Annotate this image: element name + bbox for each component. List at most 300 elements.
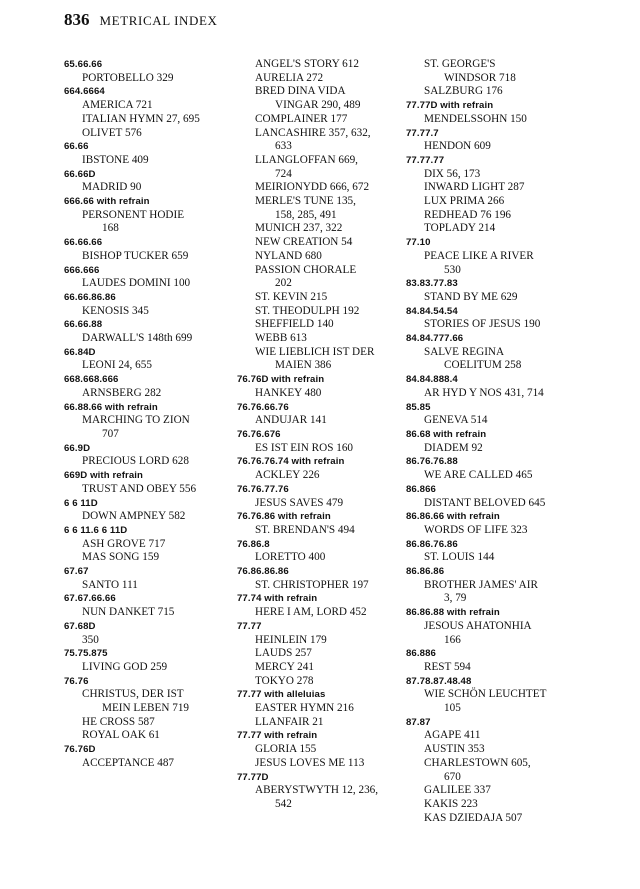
meter-heading: 65.66.66 [64, 59, 103, 70]
tune-name: CHARLESTOWN 605, [424, 756, 531, 769]
meter-entry [64, 469, 240, 496]
meter-heading: 76.76.77.76 [237, 483, 289, 495]
tune-continuation: 542 [275, 797, 292, 810]
tune-entry [237, 743, 413, 757]
tune-name: ARNSBERG 282 [82, 386, 162, 399]
tune-entry [237, 113, 413, 127]
tune-entry [237, 647, 413, 661]
tune-name: ST. KEVIN 215 [255, 290, 328, 303]
tune-name: NYLAND 680 [255, 249, 322, 262]
tune-name: MADRID 90 [82, 181, 142, 194]
tune-name: DIX 56, 173 [424, 167, 481, 180]
tune-entry [406, 798, 582, 812]
meter-entry [237, 510, 413, 537]
meter-heading: 84.84.888.4 [406, 374, 458, 386]
tune-name: EASTER HYMN 216 [255, 702, 354, 715]
tune-name: MENDELSSOHN 150 [424, 112, 527, 125]
tune-entry [406, 346, 582, 373]
tune-entry [237, 497, 413, 511]
tune-name: PORTOBELLO 329 [82, 71, 174, 84]
tune-entry [237, 387, 413, 401]
tune-name: CHRISTUS, DER IST [82, 688, 184, 701]
tune-entry [237, 661, 413, 675]
tune-name: LIVING GOD 259 [82, 660, 168, 673]
meter-heading: 77.77 [237, 620, 262, 632]
tune-entry [64, 72, 240, 86]
tune-entry [64, 154, 240, 168]
tune-continuation: MAIEN 386 [275, 359, 332, 372]
tune-entry [237, 85, 413, 112]
tune-entry [406, 250, 582, 277]
tune-name: GALILEE 337 [424, 784, 491, 797]
meter-heading: 666.666 [64, 264, 100, 276]
tune-entry [237, 195, 413, 222]
tune-entry [237, 154, 413, 181]
tune-entry [406, 579, 582, 606]
meter-heading: 86.886 [406, 648, 436, 660]
meter-heading: 76.86.8 [237, 538, 270, 550]
tune-entry [406, 743, 582, 757]
meter-heading: 77.77.77 [406, 154, 445, 166]
meter-entry [64, 236, 240, 263]
meter-entry [64, 743, 240, 770]
meter-entry [64, 524, 240, 551]
meter-entry [64, 716, 240, 743]
tune-entry [237, 250, 413, 264]
tune-entry [237, 784, 413, 811]
tune-name: AUSTIN 353 [424, 743, 485, 756]
meter-entry [237, 771, 413, 812]
tune-continuation: COELITUM 258 [444, 359, 522, 372]
meter-heading: 66.9D [64, 442, 91, 454]
meter-entry [237, 428, 413, 455]
tune-name: ITALIAN HYMN 27, 695 [82, 112, 200, 125]
tune-name: KAS DZIEDAJA 507 [424, 811, 523, 824]
meter-entry [64, 634, 240, 648]
tune-name: JESUS LOVES ME 113 [255, 756, 365, 769]
meter-heading: 669D with refrain [64, 470, 144, 482]
meter-entry [64, 318, 240, 345]
tune-entry [237, 442, 413, 456]
tune-entry [64, 510, 240, 524]
tune-entry [406, 291, 582, 305]
tune-continuation: 168 [102, 222, 119, 235]
meter-heading: 77.77D [237, 771, 269, 783]
meter-entry [64, 373, 240, 400]
meter-entry [237, 483, 413, 510]
tune-continuation: 530 [444, 263, 461, 276]
tune-entry [64, 414, 240, 441]
tune-entry [406, 469, 582, 483]
meter-heading: 76.76.86 with refrain [237, 511, 331, 523]
tune-name: ACKLEY 226 [255, 469, 320, 482]
meter-entry [406, 99, 582, 126]
meter-entry [406, 127, 582, 154]
meter-heading: 67.68D [64, 620, 96, 632]
tune-entry [406, 812, 582, 826]
tune-entry [406, 661, 582, 675]
tune-name: IBSTONE 409 [82, 153, 149, 166]
tune-entry [237, 634, 413, 648]
tune-entry [406, 757, 582, 784]
tune-entry [64, 359, 240, 373]
meter-entry [406, 236, 582, 277]
tune-name: TOKYO 278 [255, 674, 314, 687]
meter-entry [406, 510, 582, 537]
tune-name: LLANGLOFFAN 669, [255, 153, 358, 166]
tune-entry [64, 387, 240, 401]
tune-name: DARWALL'S 148th 699 [82, 332, 193, 345]
tune-entry [237, 264, 413, 291]
tune-continuation: MEIN LEBEN 719 [102, 702, 190, 715]
page-header [64, 10, 218, 34]
tune-entry [406, 222, 582, 236]
tune-name: ASH GROVE 717 [82, 537, 166, 550]
tune-name: LLANFAIR 21 [255, 715, 324, 728]
meter-heading: 67.67 [64, 566, 89, 578]
meter-entry [64, 168, 240, 195]
tune-name: NUN DANKET 715 [82, 606, 175, 619]
tune-name: ACCEPTANCE 487 [82, 756, 175, 769]
tune-name: ROYAL OAK 61 [82, 729, 160, 742]
meter-heading: 66.66D [64, 168, 96, 180]
tune-entry [406, 318, 582, 332]
tune-name: PRECIOUS LORD 628 [82, 455, 189, 468]
tune-name: JESOUS AHATONHIA [424, 619, 532, 632]
meter-entry [406, 154, 582, 236]
meter-heading: 75.75.875 [64, 648, 108, 660]
tune-entry [406, 140, 582, 154]
tune-entry [237, 332, 413, 346]
meter-entry [64, 401, 240, 442]
meter-entry [64, 85, 240, 140]
tune-name: LAUDES DOMINI 100 [82, 277, 191, 290]
tune-name: GENEVA 514 [424, 414, 488, 427]
index-column-1 [64, 58, 240, 771]
meter-entry [64, 264, 240, 291]
meter-heading: 76.86.86.86 [237, 566, 289, 578]
tune-name: COMPLAINER 177 [255, 112, 348, 125]
tune-entry [237, 579, 413, 593]
meter-entry [64, 675, 240, 716]
meter-heading: 66.66.88 [64, 319, 103, 331]
meter-heading: 76.76 [64, 675, 89, 687]
tune-entry [406, 58, 582, 85]
meter-heading: 66.88.66 with refrain [64, 401, 158, 413]
meter-entry [406, 675, 582, 716]
tune-name: INWARD LIGHT 287 [424, 181, 525, 194]
meter-heading: 77.77.7 [406, 127, 439, 139]
tune-name: MERCY 241 [255, 660, 314, 673]
tune-name: ABERYSTWYTH 12, 236, [255, 784, 379, 797]
tune-entry [237, 236, 413, 250]
tune-continuation: 670 [444, 770, 461, 783]
meter-heading: 77.74 with refrain [237, 593, 318, 605]
meter-heading: 83.83.77.83 [406, 278, 458, 290]
tune-entry [237, 222, 413, 236]
tune-name: WE ARE CALLED 465 [424, 469, 533, 482]
tune-name: TOPLADY 214 [424, 222, 496, 235]
tune-name: PERSONENT HODIE [82, 208, 185, 221]
tune-name: STAND BY ME 629 [424, 290, 518, 303]
meter-heading: 76.76.66.76 [237, 401, 289, 413]
tune-name: STORIES OF JESUS 190 [424, 318, 541, 331]
tune-entry [64, 250, 240, 264]
tune-name: LANCASHIRE 357, 632, [255, 126, 371, 139]
meter-entry [237, 538, 413, 565]
tune-entry [406, 620, 582, 647]
tune-name: ST. CHRISTOPHER 197 [255, 578, 369, 591]
tune-name: TRUST AND OBEY 556 [82, 482, 197, 495]
meter-entry [406, 647, 582, 674]
meter-entry [406, 373, 582, 400]
tune-continuation: 707 [102, 427, 119, 440]
meter-heading: 66.84D [64, 346, 96, 358]
tune-entry [237, 716, 413, 730]
tune-name: HANKEY 480 [255, 386, 322, 399]
meter-heading: 86.86.86 [406, 566, 445, 578]
tune-name: BROTHER JAMES' AIR [424, 578, 538, 591]
meter-heading: 67.67.66.66 [64, 593, 116, 605]
meter-entry [64, 497, 240, 524]
tune-entry [64, 113, 240, 127]
meter-entry [64, 551, 240, 565]
tune-name: DISTANT BELOVED 645 [424, 496, 546, 509]
meter-entry [406, 538, 582, 565]
tune-entry [406, 497, 582, 511]
tune-name: JESUS SAVES 479 [255, 496, 344, 509]
tune-name: DIADEM 92 [424, 441, 483, 454]
tune-name: WIE SCHÖN LEUCHTET [424, 688, 547, 701]
tune-entry [64, 455, 240, 469]
meter-entry [64, 647, 240, 674]
meter-entry [64, 565, 240, 592]
tune-entry [406, 551, 582, 565]
meter-heading: 86.86.66 with refrain [406, 511, 500, 523]
tune-entry [237, 551, 413, 565]
meter-heading: 668.668.666 [64, 374, 119, 386]
tune-name: NEW CREATION 54 [255, 236, 353, 249]
tune-name: WIE LIEBLICH IST DER [255, 345, 375, 358]
tune-name: ST. LOUIS 144 [424, 551, 495, 564]
tune-name: 350 [82, 633, 99, 646]
tune-name: ANDUJAR 141 [255, 414, 327, 427]
tune-entry [406, 209, 582, 223]
tune-name: AGAPE 411 [424, 729, 481, 742]
meter-entry [237, 373, 413, 400]
meter-heading: 87.87 [406, 716, 431, 728]
tune-entry [64, 551, 240, 565]
tune-entry [237, 606, 413, 620]
tune-name: KAKIS 223 [424, 797, 478, 810]
tune-entry [64, 606, 240, 620]
tune-name: HEINLEIN 179 [255, 633, 327, 646]
meter-entry [64, 58, 240, 85]
meter-entry [406, 305, 582, 332]
tune-name: WEBB 613 [255, 332, 307, 345]
meter-heading: 86.866 [406, 483, 436, 495]
tune-entry [64, 209, 240, 236]
tune-name: MEIRIONYDD 666, 672 [255, 181, 370, 194]
meter-heading: 66.66.86.86 [64, 291, 116, 303]
tune-name: MARCHING TO ZION [82, 414, 190, 427]
meter-entry [406, 716, 582, 826]
tune-name: MERLE'S TUNE 135, [255, 195, 356, 208]
tune-name: SHEFFIELD 140 [255, 318, 334, 331]
tune-entry [406, 113, 582, 127]
tune-entry [406, 181, 582, 195]
page-number: 836 [64, 10, 90, 29]
meter-heading: 664.6664 [64, 86, 105, 98]
tune-name: WORDS OF LIFE 323 [424, 523, 528, 536]
tune-entry [406, 168, 582, 182]
tune-continuation: 105 [444, 702, 461, 715]
tune-name: BISHOP TUCKER 659 [82, 249, 189, 262]
tune-name: KENOSIS 345 [82, 304, 149, 317]
tune-name: OLIVET 576 [82, 126, 142, 139]
meter-entry [64, 140, 240, 167]
tune-continuation: 158, 285, 491 [275, 208, 337, 221]
tune-name: PEACE LIKE A RIVER [424, 249, 534, 262]
tune-name: ANGEL'S STORY 612 [255, 58, 359, 70]
tune-name: BRED DINA VIDA [255, 85, 346, 98]
tune-name: REDHEAD 76 196 [424, 208, 512, 221]
meter-entry [237, 620, 413, 689]
tune-entry [406, 195, 582, 209]
tune-entry [237, 702, 413, 716]
meter-entry [237, 565, 413, 592]
meter-heading: 76.76D [64, 744, 96, 756]
meter-entry [64, 620, 240, 634]
tune-entry [64, 688, 240, 715]
tune-entry [237, 305, 413, 319]
tune-entry [64, 729, 240, 743]
meter-entry [237, 58, 413, 373]
tune-entry [64, 661, 240, 675]
tune-entry [237, 72, 413, 86]
tune-name: MAS SONG 159 [82, 551, 160, 564]
tune-entry [64, 305, 240, 319]
tune-name: GLORIA 155 [255, 743, 317, 756]
tune-entry [64, 127, 240, 141]
meter-entry [406, 332, 582, 373]
tune-name: HE CROSS 587 [82, 715, 155, 728]
tune-entry [237, 58, 413, 72]
tune-entry [237, 757, 413, 771]
tune-entry [64, 483, 240, 497]
meter-heading: 6 6 11.6 6 11D [64, 524, 128, 536]
meter-heading: 76.76D with refrain [237, 374, 325, 386]
tune-entry [406, 414, 582, 428]
tune-continuation: 166 [444, 633, 461, 646]
tune-entry [237, 318, 413, 332]
meter-entry [237, 688, 413, 729]
tune-name: HENDON 609 [424, 140, 491, 153]
tune-name: REST 594 [424, 660, 471, 673]
tune-entry [406, 784, 582, 798]
tune-name: SALVE REGINA [424, 345, 505, 358]
tune-name: SALZBURG 176 [424, 85, 503, 98]
meter-heading: 666.66 with refrain [64, 196, 150, 208]
meter-heading: 77.10 [406, 237, 431, 249]
tune-continuation: 202 [275, 277, 292, 290]
tune-name: LORETTO 400 [255, 551, 326, 564]
tune-name: MUNICH 237, 322 [255, 222, 343, 235]
tune-name: AURELIA 272 [255, 71, 324, 84]
meter-heading: 84.84.54.54 [406, 305, 458, 317]
tune-name: LUX PRIMA 266 [424, 195, 505, 208]
tune-name: SANTO 111 [82, 578, 138, 591]
meter-heading: 76.76.76.74 with refrain [237, 456, 345, 468]
tune-name: DOWN AMPNEY 582 [82, 510, 186, 523]
meter-heading: 66.66 [64, 141, 89, 153]
tune-name: ST. GEORGE'S [424, 58, 496, 70]
tune-name: ST. THEODULPH 192 [255, 304, 360, 317]
meter-entry [406, 565, 582, 606]
meter-entry [237, 592, 413, 619]
meter-heading: 77.77 with alleluias [237, 689, 326, 701]
tune-continuation: WINDSOR 718 [444, 71, 516, 84]
tune-entry [237, 524, 413, 538]
meter-heading: 66.66.66 [64, 237, 103, 249]
tune-entry [406, 387, 582, 401]
tune-entry [237, 181, 413, 195]
tune-entry [64, 181, 240, 195]
tune-continuation: 633 [275, 140, 292, 153]
meter-heading: 87.78.87.48.48 [406, 675, 472, 687]
meter-entry [237, 401, 413, 428]
meter-entry [64, 291, 240, 318]
tune-entry [64, 99, 240, 113]
tune-entry [406, 688, 582, 715]
meter-heading: 86.86.88 with refrain [406, 607, 500, 619]
meter-entry [406, 401, 582, 428]
meter-entry [64, 592, 240, 619]
meter-heading: 84.84.777.66 [406, 333, 464, 345]
tune-entry [406, 442, 582, 456]
tune-entry [64, 332, 240, 346]
meter-entry [237, 729, 413, 770]
tune-entry [237, 291, 413, 305]
tune-entry [64, 538, 240, 552]
meter-entry [406, 277, 582, 304]
tune-continuation: 724 [275, 167, 292, 180]
meter-entry [64, 195, 240, 236]
meter-entry [64, 442, 240, 469]
meter-entry [406, 455, 582, 482]
tune-continuation: VINGAR 290, 489 [275, 99, 361, 112]
meter-heading: 77.77 with refrain [237, 730, 318, 742]
tune-entry [406, 524, 582, 538]
meter-entry [237, 455, 413, 482]
tune-entry [64, 634, 240, 648]
tune-entry [237, 469, 413, 483]
tune-entry [406, 85, 582, 99]
meter-heading: 76.76.676 [237, 428, 281, 440]
tune-entry [64, 716, 240, 730]
tune-name: PASSION CHORALE [255, 263, 357, 276]
tune-name: AMERICA 721 [82, 99, 153, 112]
meter-heading: 86.76.76.88 [406, 456, 458, 468]
meter-entry [406, 428, 582, 455]
page-title: METRICAL INDEX [99, 13, 218, 28]
meter-heading: 6 6 11D [64, 497, 98, 509]
tune-name: ES IST EIN ROS 160 [255, 441, 354, 454]
tune-name: ST. BRENDAN'S 494 [255, 523, 355, 536]
tune-entry [237, 346, 413, 373]
meter-heading: 86.68 with refrain [406, 428, 487, 440]
tune-entry [237, 127, 413, 154]
